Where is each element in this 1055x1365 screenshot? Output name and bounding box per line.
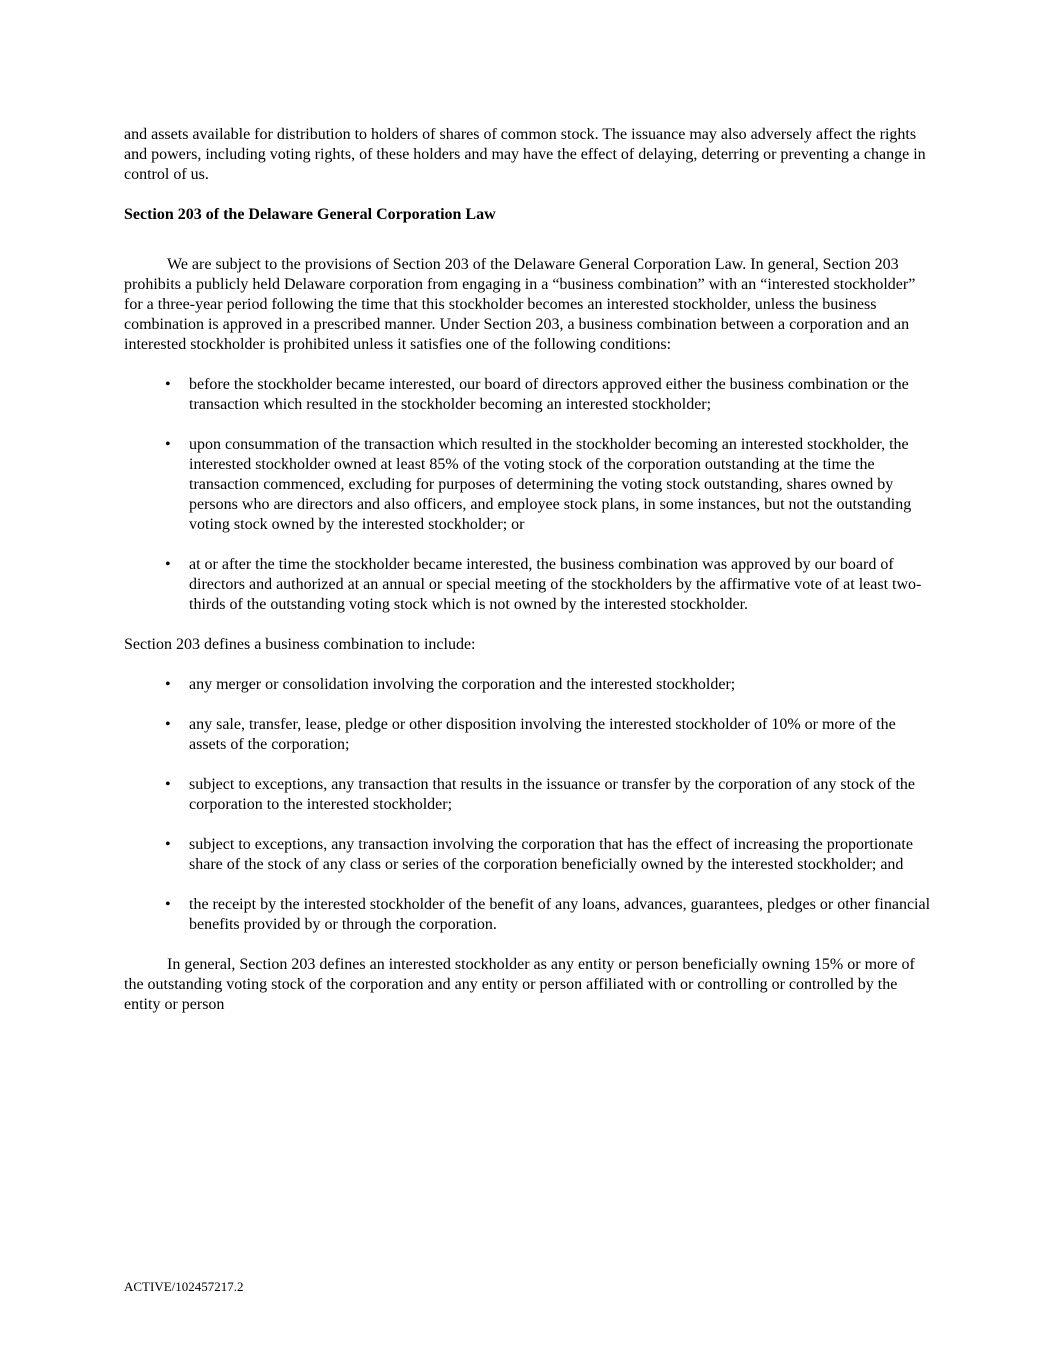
list-item xyxy=(124,675,936,695)
definition-text: any merger or consolidation involving the corporation and the interested stockholder; xyxy=(189,676,736,693)
condition-text: upon consummation of the transaction which resulted in the stockholder becoming an interested stockholder, the interested stockholder owned at least 85% of the voting stock of the corporation outstanding at the time the transaction commenced, excluding for purposes of determining the voting stock outstanding, shares owned by persons who are directors and also officers, and employee stock plans, in some instances, but not the outstanding voting stock owned by the interested stockholder; or xyxy=(189,436,912,533)
definition-text: any sale, transfer, lease, pledge or other disposition involving the interested stockholder of 10% or more of the assets of the corporation; xyxy=(189,716,896,753)
list-item xyxy=(124,375,936,415)
closing-paragraph: In general, Section 203 defines an interested stockholder as any entity or person beneficially owning 15% or more of the outstanding voting stock of the corporation and any entity or person affiliated with or controlling or controlled by the entity or person xyxy=(124,956,915,1013)
condition-text: at or after the time the stockholder became interested, the business combination was approved by our board of directors and authorized at an annual or special meeting of the stockholders by the affirmative vote of at least two-thirds of the outstanding voting stock which is not owned by the interested stockholder. xyxy=(189,556,922,613)
condition-text: before the stockholder became interested, our board of directors approved either the business combination or the transaction which resulted in the stockholder becoming an interested stockholder; xyxy=(189,376,909,413)
bullet-icon: • xyxy=(165,716,171,733)
bullet-icon: • xyxy=(165,836,171,853)
list-item xyxy=(124,895,936,935)
section-heading: Section 203 of the Delaware General Corporation Law xyxy=(124,206,496,223)
bullet-icon: • xyxy=(165,436,171,453)
opening-paragraph: and assets available for distribution to holders of shares of common stock. The issuance may also adversely affect the rights and powers, including voting rights, of these holders and may have the effect of delaying, deterring or preventing a change in control of us. xyxy=(124,126,926,183)
bullet-icon: • xyxy=(165,556,171,573)
conditions-list xyxy=(124,375,936,615)
definitions-list xyxy=(124,675,936,935)
definition-text: subject to exceptions, any transaction that results in the issuance or transfer by the corporation of any stock of the corporation to the interested stockholder; xyxy=(189,776,916,813)
list-item xyxy=(124,775,936,815)
bullet-icon: • xyxy=(165,776,171,793)
list-item xyxy=(124,435,936,535)
intro-paragraph: We are subject to the provisions of Section 203 of the Delaware General Corporation Law. In general, Section 203 prohibits a publicly held Delaware corporation from engaging in a “business combination” with an “interested stockholder” for a three-year period following the time that this stockholder becomes an interested stockholder, unless the business combination is approved in a prescribed manner. Under Section 203, a business combination between a corporation and an interested stockholder is prohibited unless it satisfies one of the following conditions: xyxy=(124,256,916,353)
list-item xyxy=(124,835,936,875)
definition-intro: Section 203 defines a business combination to include: xyxy=(124,636,476,653)
bullet-icon: • xyxy=(165,376,171,393)
definition-text: subject to exceptions, any transaction involving the corporation that has the effect of increasing the proportionate share of the stock of any class or series of the corporation beneficially owned by the interested stockholder; and xyxy=(189,836,913,873)
document-page xyxy=(124,125,936,1015)
bullet-icon: • xyxy=(165,676,171,693)
bullet-icon: • xyxy=(165,896,171,913)
document-footer-id: ACTIVE/102457217.2 xyxy=(124,1279,244,1294)
list-item xyxy=(124,555,936,615)
definition-text: the receipt by the interested stockholder of the benefit of any loans, advances, guarantees, pledges or other financial benefits provided by or through the corporation. xyxy=(189,896,931,933)
list-item xyxy=(124,715,936,755)
